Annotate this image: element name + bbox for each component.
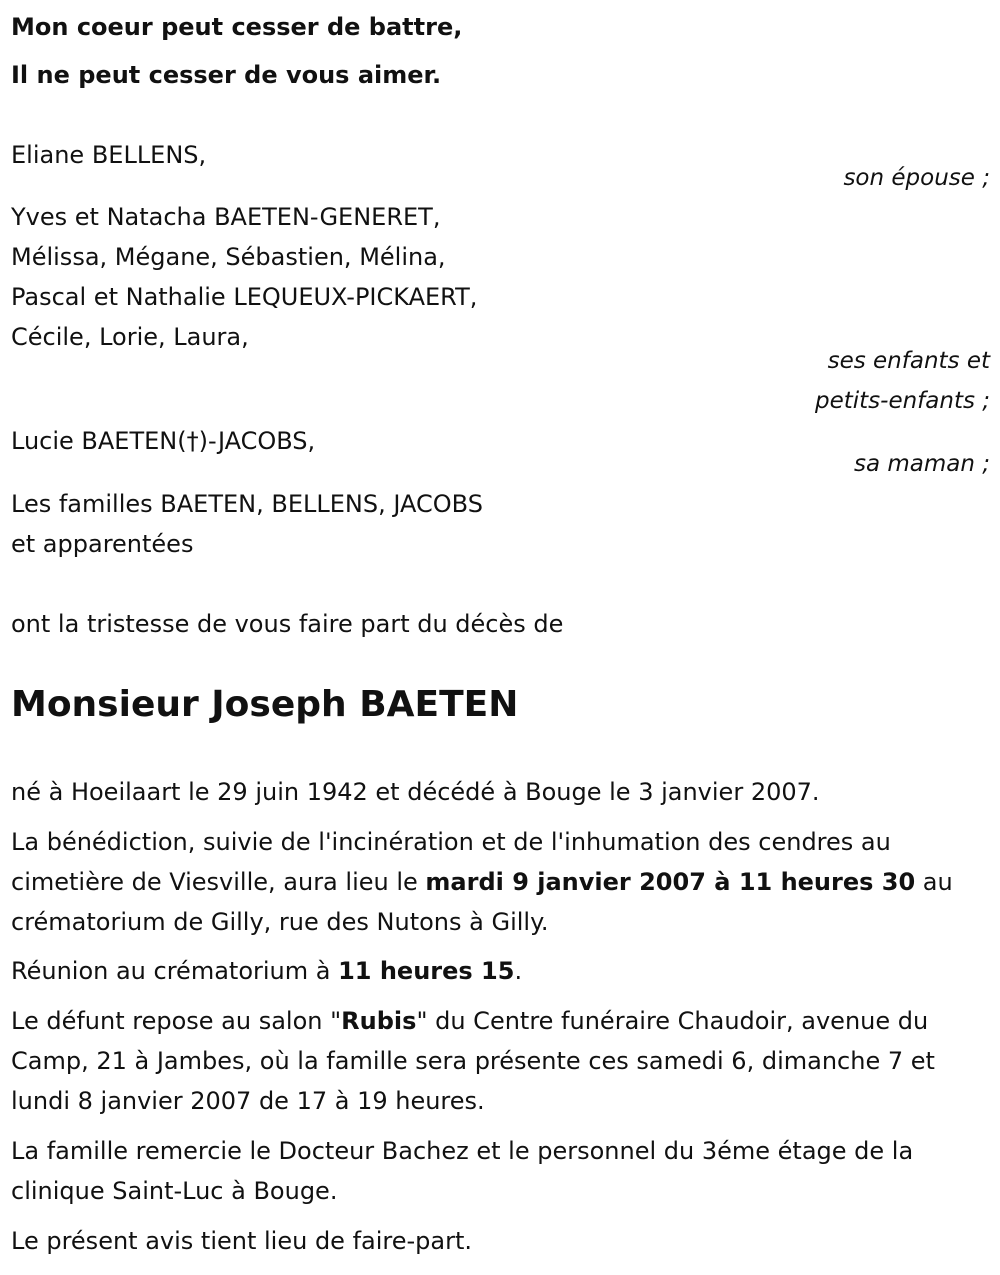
children-line-2: Mélissa, Mégane, Sébastien, Mélina, bbox=[11, 243, 446, 271]
families-line-2: et apparentées bbox=[11, 530, 194, 558]
ceremony-date: mardi 9 janvier 2007 à 11 heures 30 bbox=[425, 868, 916, 896]
deceased-name: Monsieur Joseph BAETEN bbox=[11, 684, 519, 725]
notice-line: Le présent avis tient lieu de faire-part. bbox=[11, 1227, 473, 1255]
salon-paragraph bbox=[11, 1001, 986, 1121]
children-role-1: ses enfants et bbox=[827, 348, 990, 374]
mother-name: Lucie BAETEN(†)-JACOBS, bbox=[11, 427, 316, 455]
salon-name: Rubis bbox=[341, 1007, 417, 1035]
mother-role: sa maman ; bbox=[853, 451, 990, 477]
children-line-3: Pascal et Nathalie LEQUEUX-PICKAERT, bbox=[11, 283, 478, 311]
announcement: ont la tristesse de vous faire part du décès de bbox=[11, 610, 564, 638]
salon-text-pre: Le défunt repose au salon " bbox=[11, 1007, 342, 1035]
spouse-role: son épouse ; bbox=[843, 165, 990, 191]
spouse-name: Eliane BELLENS, bbox=[11, 141, 207, 169]
ceremony-text-pre: La bénédiction, suivie de l'incinération et de l'inhumation des cendres au cimetière de Viesville, aura lieu le bbox=[11, 828, 891, 896]
epigraph-line-1: Mon coeur peut cesser de battre, bbox=[11, 13, 463, 41]
children-line-4: Cécile, Lorie, Laura, bbox=[11, 323, 249, 351]
thanks-paragraph: La famille remercie le Docteur Bachez et le personnel du 3éme étage de la clinique Saint-Luc à Bouge. bbox=[11, 1137, 914, 1205]
meeting-text-post: . bbox=[514, 957, 523, 985]
meeting-text-pre: Réunion au crématorium à bbox=[11, 957, 339, 985]
children-role-2: petits-enfants ; bbox=[814, 388, 990, 414]
children-line-1: Yves et Natacha BAETEN-GENERET, bbox=[11, 203, 441, 231]
ceremony-paragraph bbox=[11, 822, 986, 942]
ceremony-text-post: au crématorium de Gilly, rue des Nutons à Gilly. bbox=[11, 868, 953, 936]
epigraph-line-2: Il ne peut cesser de vous aimer. bbox=[11, 61, 442, 89]
families-line-1: Les familles BAETEN, BELLENS, JACOBS bbox=[11, 490, 483, 518]
meeting-paragraph bbox=[11, 951, 986, 991]
meeting-time: 11 heures 15 bbox=[338, 957, 515, 985]
salon-text-post: " du Centre funéraire Chaudoir, avenue du Camp, 21 à Jambes, où la famille sera présente ces samedi 6, dimanche 7 et lundi 8 janvier 2007 de 17 à 19 heures. bbox=[11, 1007, 935, 1115]
birth-death-line: né à Hoeilaart le 29 juin 1942 et décédé à Bouge le 3 janvier 2007. bbox=[11, 778, 820, 806]
